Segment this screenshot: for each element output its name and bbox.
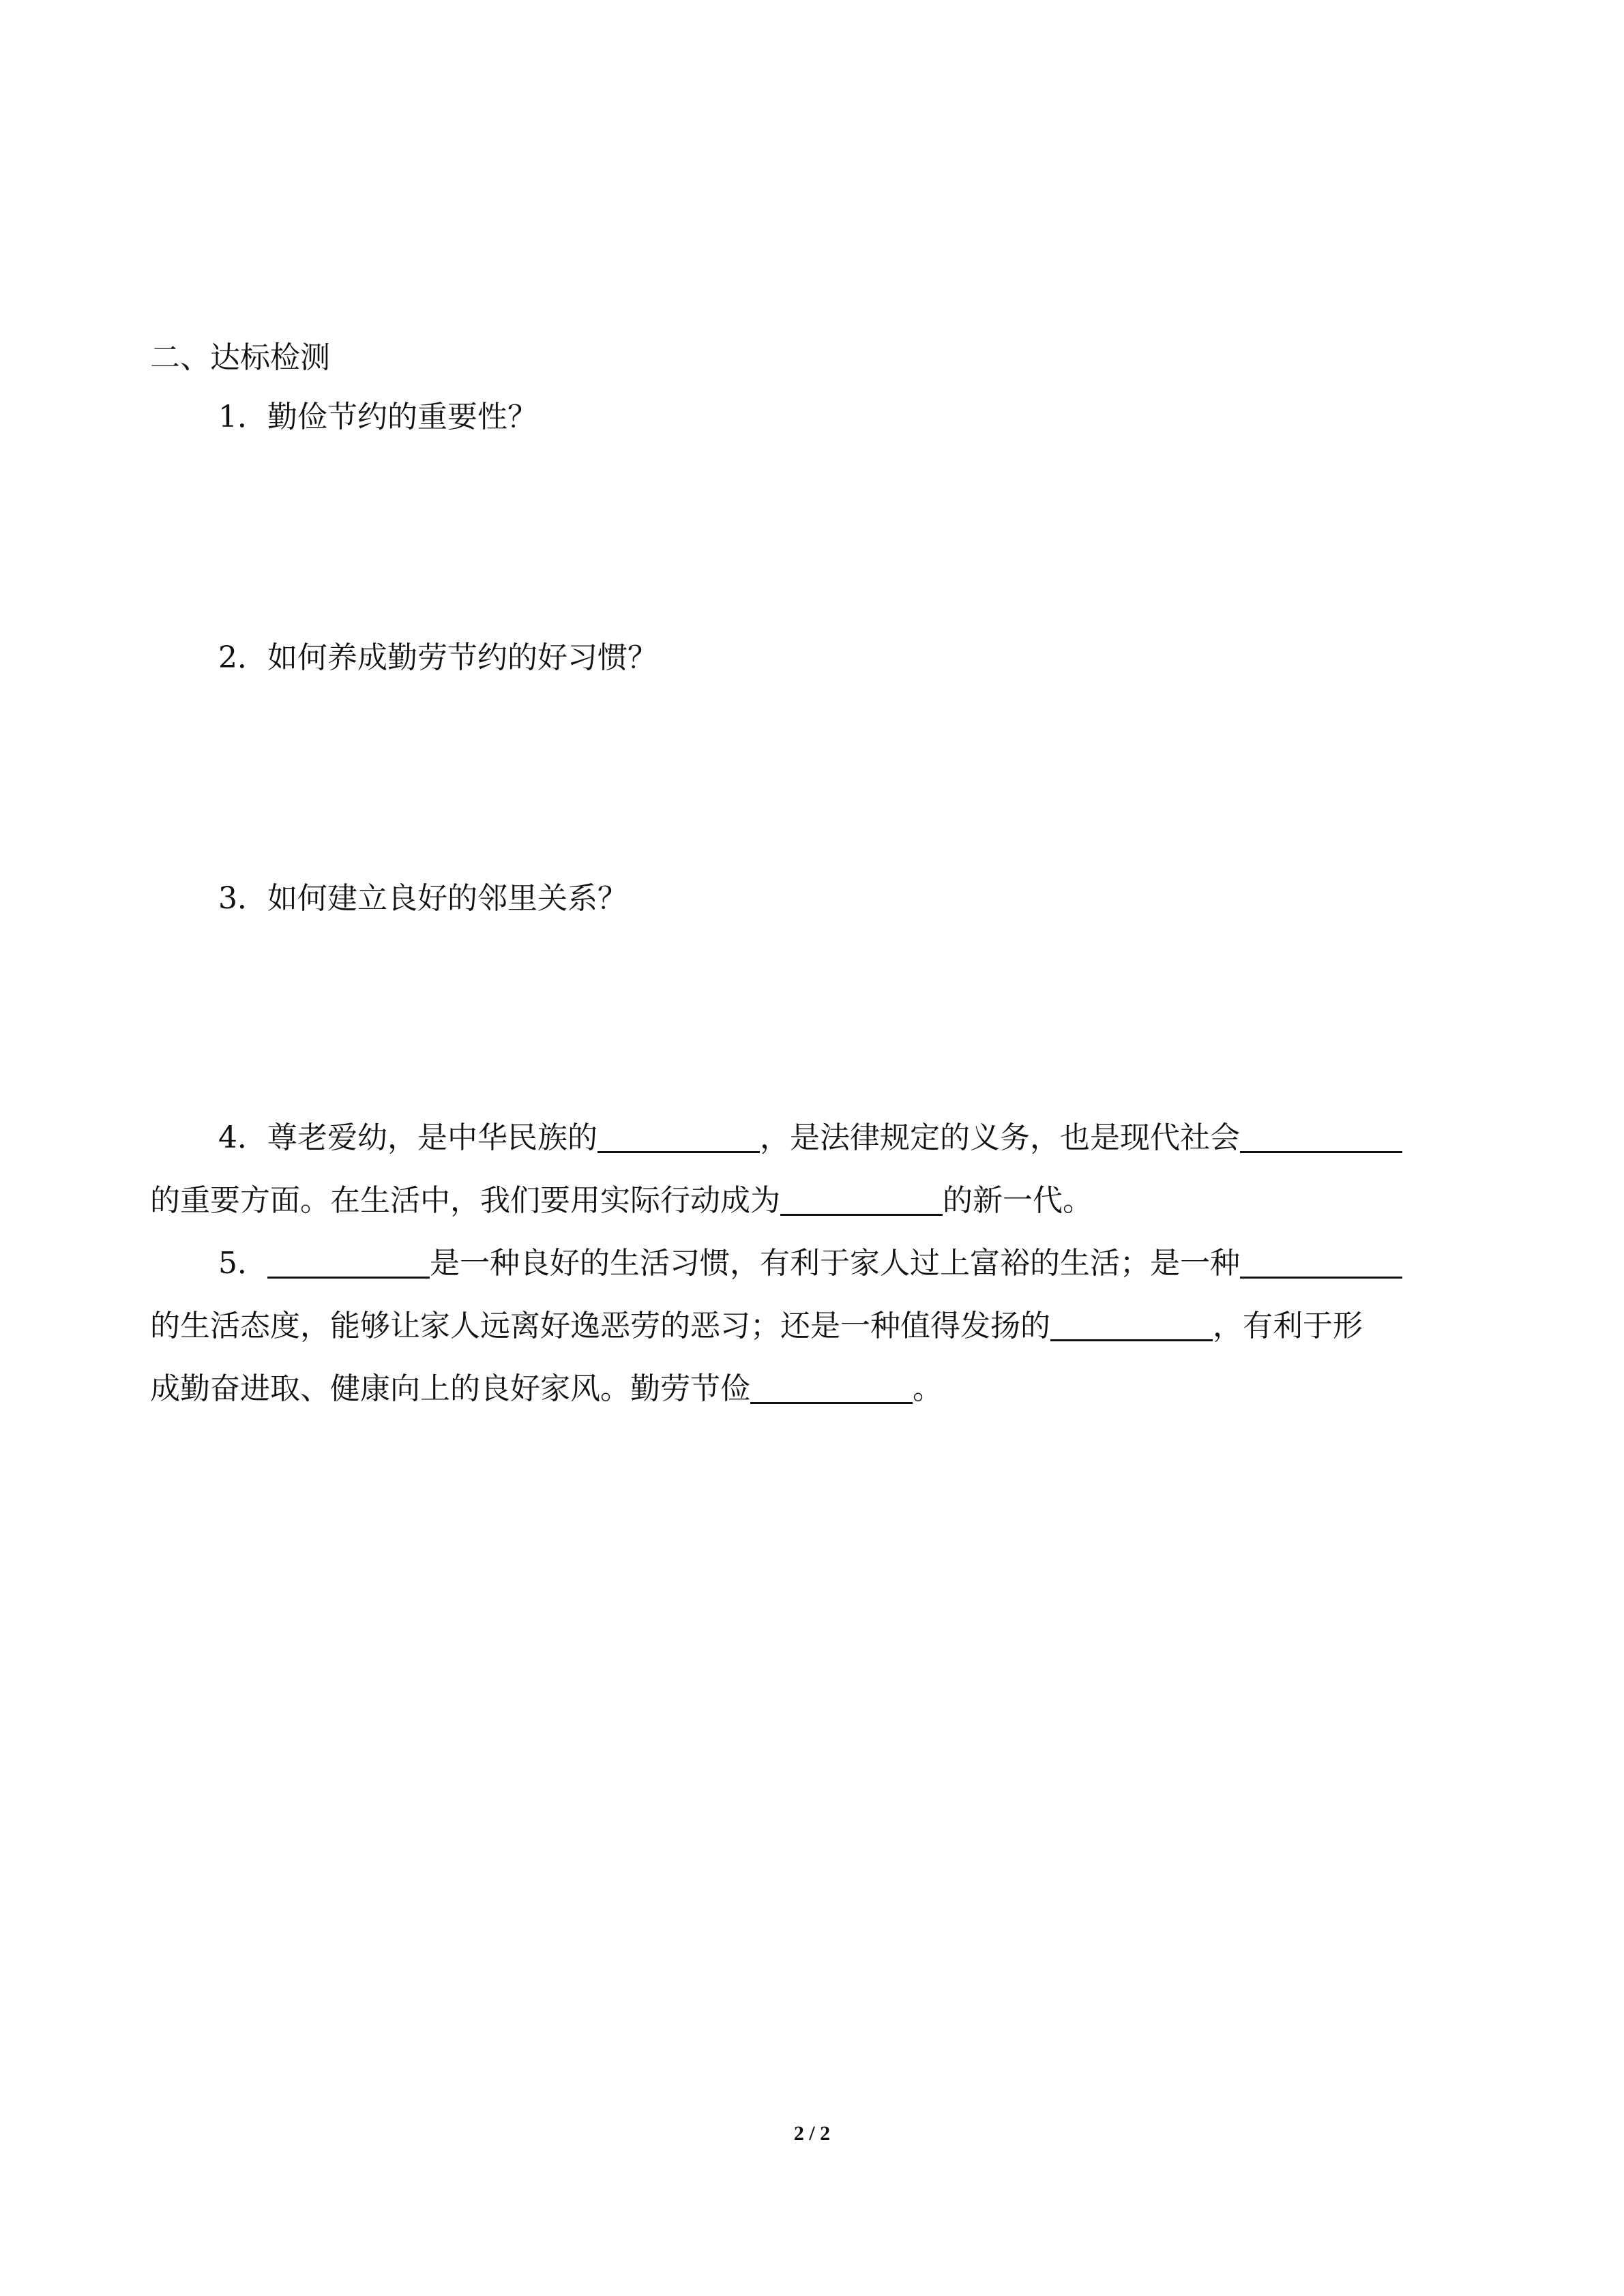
question-5-text: 。 bbox=[913, 1371, 943, 1406]
question-2: 2．如何养成勤劳节约的好习惯？ bbox=[218, 640, 658, 675]
question-4-line-2 bbox=[150, 1180, 1093, 1221]
question-5-line-3 bbox=[150, 1369, 943, 1410]
fill-blank[interactable] bbox=[1240, 1121, 1402, 1153]
question-4-line-1 bbox=[218, 1118, 1402, 1159]
question-5-line-2 bbox=[150, 1306, 1363, 1347]
question-4-text: 的重要方面。在生活中，我们要用实际行动成为 bbox=[150, 1183, 780, 1218]
section-heading: 二、达标检测 bbox=[150, 340, 330, 375]
question-1: 1．勤俭节约的重要性？ bbox=[218, 400, 537, 434]
fill-blank[interactable] bbox=[780, 1184, 943, 1216]
question-5-text: 的生活态度，能够让家人远离好逸恶劳的恶习；还是一种值得发扬的 bbox=[150, 1309, 1050, 1343]
question-4-text: ，是法律规定的义务，也是现代社会 bbox=[760, 1120, 1240, 1155]
question-5-text: 5． bbox=[218, 1246, 267, 1281]
fill-blank[interactable] bbox=[597, 1121, 760, 1153]
question-3: 3．如何建立良好的邻里关系？ bbox=[218, 881, 628, 916]
question-5-text: 成勤奋进取、健康向上的良好家风。勤劳节俭 bbox=[150, 1371, 750, 1406]
fill-blank[interactable] bbox=[1050, 1309, 1213, 1341]
page-number: 2 / 2 bbox=[793, 2122, 831, 2145]
question-4-text: 的新一代。 bbox=[943, 1183, 1093, 1218]
question-4-text: 4．尊老爱幼，是中华民族的 bbox=[218, 1120, 597, 1155]
question-5-text: ，有利于形 bbox=[1213, 1309, 1363, 1343]
question-5-line-1 bbox=[218, 1243, 1402, 1284]
question-5-text: 是一种良好的生活习惯，有利于家人过上富裕的生活；是一种 bbox=[430, 1246, 1240, 1281]
fill-blank[interactable] bbox=[1240, 1247, 1402, 1279]
fill-blank[interactable] bbox=[267, 1247, 430, 1279]
fill-blank[interactable] bbox=[750, 1372, 913, 1404]
